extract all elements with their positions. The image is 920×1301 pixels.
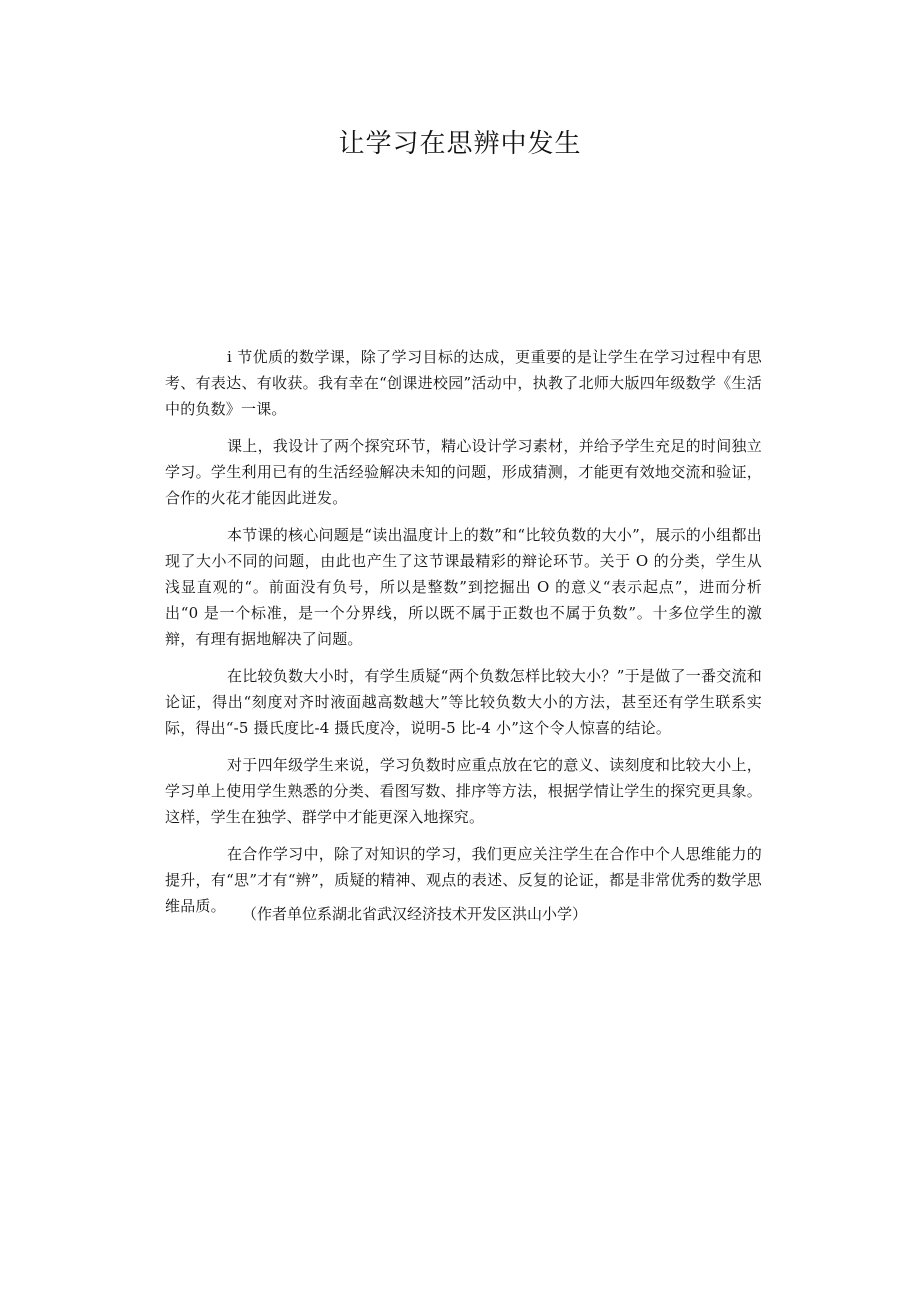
paragraph-3: 本节课的核心问题是“读出温度计上的数”和“比较负数的大小”，展示的小组都出现了大小不同的问题，由此也产生了这节课最精彩的辩论环节。关于 O 的分类，学生从浅显直观的“。前面没有负号，所以是整数”到挖掘出 O 的意义“表示起点”，进而分析出“0 是一个标准，是一个分界线，所以既不属于正数也不属于负数”。十多位学生的激辩，有理有据地解决了问题。	[165, 526, 762, 648]
paragraph-5: 对于四年级学生来说，学习负数时应重点放在它的意义、读刻度和比较大小上，学习单上使用学生熟悉的分类、看图写数、排序等方法，根据学情让学生的探究更具象。这样，学生在独学、群学中才能更深入地探究。	[165, 756, 762, 826]
author-affiliation: （作者单位系湖北省武汉经济技术开发区洪山小学）	[242, 905, 588, 923]
article-body	[165, 344, 762, 930]
paragraph-1: i 节优质的数学课，除了学习目标的达成，更重要的是让学生在学习过程中有思考、有表达、有收获。我有幸在“创课进校园”活动中，执教了北师大版四年级数学《生活中的负数》一课。	[165, 348, 762, 418]
paragraph-2: 课上，我设计了两个探究环节，精心设计学习素材，并给予学生充足的时间独立学习。学生利用已有的生活经验解决未知的问题，形成猜测，才能更有效地交流和验证，合作的火花才能因此迸发。	[165, 437, 762, 507]
paragraph-6: 在合作学习中，除了对知识的学习，我们更应关注学生在合作中个人思维能力的提升，有“思”才有“辨”，质疑的精神、观点的表述、反复的论证，都是非常优秀的数学思维品质。	[165, 845, 762, 915]
paragraph-4: 在比较负数大小时，有学生质疑“两个负数怎样比较大小？”于是做了一番交流和论证，得出“刻度对齐时液面越高数越大”等比较负数大小的方法，甚至还有学生联系实际，得出“-5 摄氏度比-4 摄氏度冷，说明-5 比-4 小”这个令人惊喜的结论。	[165, 667, 762, 737]
page-title: 让学习在思辨中发生	[338, 129, 582, 159]
